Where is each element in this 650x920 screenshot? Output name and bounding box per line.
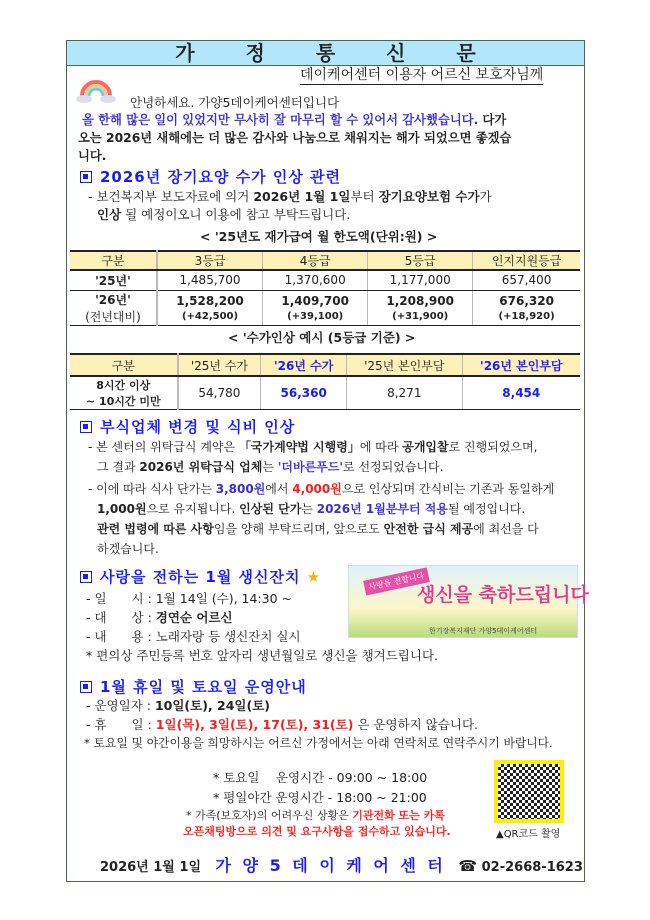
fee-line-2: 인상 될 예정이오니 이용에 참고 부탁드립니다. [97, 207, 351, 222]
birthday-target: - 대 상 : 경연순 어르신 [86, 610, 233, 625]
phone-icon: ☎ [458, 857, 478, 875]
page-title: 가 정 통 신 문 [66, 40, 585, 66]
recipient: 데이케어센터 이용자 어르신 보호자님께 [300, 67, 544, 83]
meal-line-2: 그 결과 2026년 위탁급식 업체는 '더바른푸드'로 선정되었습니다. [97, 460, 444, 474]
qr-code[interactable] [494, 760, 564, 823]
phone-number: 02-2668-1623 [481, 860, 583, 875]
section-heading-birthday: 사랑을 전하는 1월 생신잔치 ★ [80, 566, 321, 587]
greeting: 안녕하세요. 가양5데이케어센터입니다 [130, 95, 340, 110]
square-bullet-icon [80, 421, 92, 433]
center-name: 가 양 5 데 이 케 어 센 터 [215, 856, 446, 875]
section-heading-meal: 부식업체 변경 및 식비 인상 [80, 416, 295, 437]
table1-caption: < '25년도 재가급여 월 한도액(단위:원) > [200, 229, 438, 244]
operating-days: - 운영일자 : 10일(토), 24일(토) [86, 698, 270, 713]
footer-date: 2026년 1월 1일 [100, 860, 201, 875]
holiday-note: * 토요일 및 야간이용을 희망하시는 어르신 가정에서는 아래 연락처로 연락주시기 바랍니다. [84, 736, 553, 750]
footer [100, 856, 583, 878]
birthday-banner-image: 사랑을 전합니다 생신을 축하드립니다 한기장복지재단 가양5데이케어센터 [348, 565, 578, 638]
holidays: - 휴 일 : 1일(목), 3일(토), 17(토), 31(토) 은 운영하지 않습니다. [86, 717, 479, 732]
square-bullet-icon [80, 171, 92, 183]
limit-table: 구분 3등급 4등급 5등급 인지지원등급 '25년' 1,485,700 1,370,600 1,177,000 657,400 '26년' (전년대비) 1,528,200 (+42,500) 1,409,700 (+39,100) 1,208,900 (+31,900) 676,320 (+18,920) [70, 250, 580, 326]
qr-label: ▲QR코드 촬영 [496, 829, 561, 840]
birthday-content: - 내 용 : 노래자랑 등 생신잔치 실시 [86, 629, 301, 644]
section-heading-fee: 2026년 장기요양 수가 인상 관련 [80, 166, 341, 187]
contact-line-1: * 가족(보호자)의 어려우신 상황은 기관전화 또는 카톡 [186, 809, 445, 822]
intro-text-2: 오는 2026년 새해에는 더 많은 감사와 나눔으로 채워지는 해가 되었으면 좋겠습 [78, 131, 512, 145]
star-icon: ★ [306, 568, 322, 586]
birthday-date: - 일 시 : 1월 14일 (수), 14:30 ~ [86, 591, 292, 606]
meal-line-1: - 본 센터의 위탁급식 계약은 「국가계약법 시행령」에 따라 공개입찰로 진행되었으며, [88, 440, 538, 454]
meal-line-6: 하겠습니다. [97, 542, 159, 556]
saturday-hours: * 토요일 운영시간 - 09:00 ~ 18:00 [213, 770, 428, 785]
intro-text: 다가 [478, 113, 507, 127]
rainbow-icon [76, 74, 116, 104]
square-bullet-icon [80, 571, 92, 583]
square-bullet-icon [80, 681, 92, 693]
intro-text-3: 니다. [78, 149, 107, 163]
contact-line-2: 오픈채팅방으로 의견 및 요구사항을 접수하고 있습니다. [183, 825, 451, 838]
intro-highlight: 올 한해 많은 일이 있었지만 무사히 잘 마무리 할 수 있어서 감사했습니다. [82, 113, 479, 127]
meal-line-4: 1,000원으로 유지됩니다. 인상된 단가는 2026년 1월분부터 적용될 예정입니다. [97, 502, 526, 516]
meal-line-3: - 이에 따라 식사 단가는 3,800원에서 4,000원으로 인상되며 간식비는 기존과 동일하게 [88, 482, 555, 496]
meal-line-5: 관련 법령에 따른 사항임을 양해 부탁드리며, 앞으로도 안전한 급식 제공에 최선을 다 [97, 522, 539, 536]
section-heading-holiday: 1월 휴일 및 토요일 운영안내 [80, 676, 307, 697]
birthday-note: * 편의상 주민등록 번호 앞자리 생년월일로 생신을 챙겨드립니다. [86, 648, 438, 663]
fee-example-table: 구분 '25년 수가 '26년 수가 '25년 본인부담 '26년 본인부담 8시간 이상 ~ 10시간 미만 54,780 56,360 8,271 8,454 [70, 353, 580, 410]
fee-line-1: - 보건복지부 보도자료에 의거 2026년 1월 1일부터 장기요양보험 수가가 [88, 189, 492, 204]
weeknight-hours: * 평일야간 운영시간 - 18:00 ~ 21:00 [213, 790, 427, 805]
table2-caption: < '수가인상 예시 (5등급 기준) > [228, 330, 416, 345]
